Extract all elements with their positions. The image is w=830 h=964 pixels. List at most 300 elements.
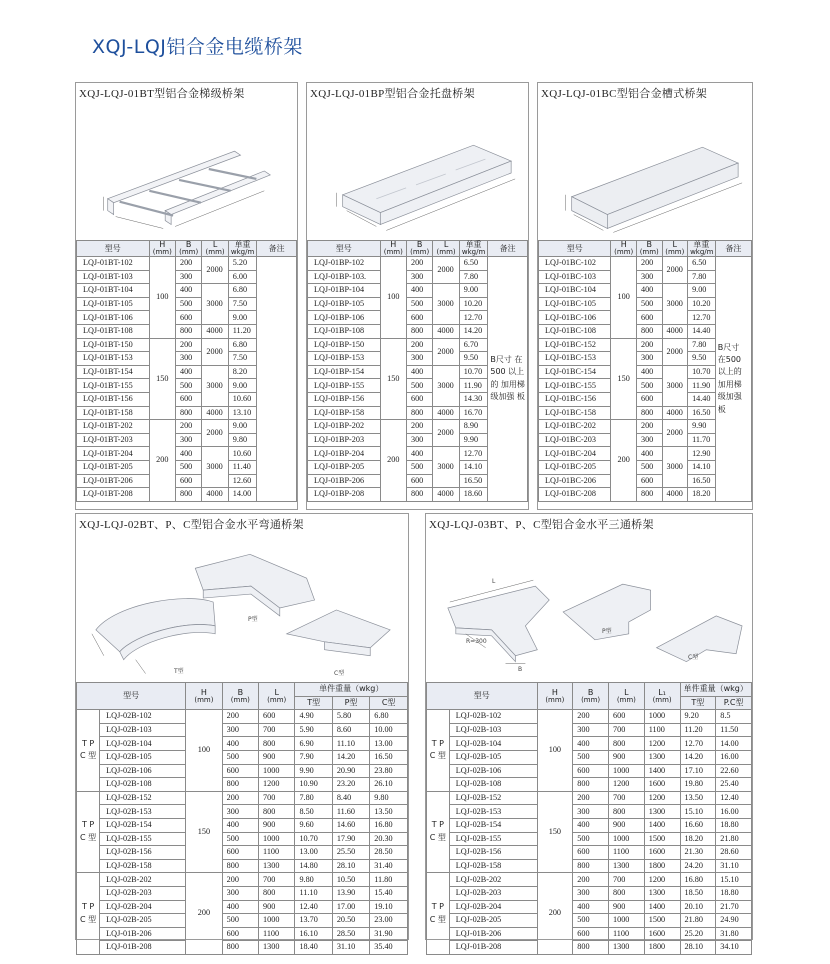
model-cell: LQJ-01BC-153 bbox=[539, 352, 611, 366]
model-cell: LQJ-02B-155 bbox=[449, 832, 537, 846]
pc-cell: 11.50 bbox=[716, 723, 752, 737]
l-cell: 1000 bbox=[259, 832, 295, 846]
model-cell: LQJ-01BP-106 bbox=[308, 311, 381, 325]
model-cell: LQJ-02B-104 bbox=[100, 737, 186, 751]
table-row bbox=[427, 900, 752, 914]
b-cell: 800 bbox=[406, 324, 432, 338]
b-cell: 200 bbox=[573, 710, 609, 724]
b-cell: 500 bbox=[175, 460, 201, 474]
weight-cell: 14.40 bbox=[688, 392, 716, 406]
weight-cell: 12.90 bbox=[688, 447, 716, 461]
model-cell: LQJ-01BC-202 bbox=[539, 420, 611, 434]
pc-cell: 18.80 bbox=[716, 886, 752, 900]
p-cell: 13.90 bbox=[332, 886, 369, 900]
weight-cell: 7.50 bbox=[228, 352, 257, 366]
type-cell: T P C 型 bbox=[427, 873, 450, 955]
panel-horizontal-elbow bbox=[75, 513, 409, 952]
l1-cell: 1600 bbox=[644, 778, 680, 792]
b-cell: 500 bbox=[175, 379, 201, 393]
table-row bbox=[427, 778, 752, 792]
b-cell: 200 bbox=[406, 338, 432, 352]
b-cell: 400 bbox=[175, 447, 201, 461]
b-cell: 800 bbox=[573, 941, 609, 955]
weight-cell: 10.20 bbox=[459, 297, 488, 311]
weight-cell: 7.80 bbox=[688, 270, 716, 284]
model-cell: LQJ-01BT-105 bbox=[77, 297, 150, 311]
b-cell: 200 bbox=[406, 257, 432, 271]
l-cell: 3000 bbox=[433, 447, 459, 488]
model-cell: LQJ-01BT-203 bbox=[77, 433, 150, 447]
l1-cell: 1500 bbox=[644, 832, 680, 846]
l1-cell: 1100 bbox=[644, 723, 680, 737]
note-cell: B尺寸 在500 以上的 加用梯 级加强 板 bbox=[715, 257, 751, 502]
col-model: 型号 bbox=[77, 241, 150, 257]
model-cell: LQJ-02B-103 bbox=[449, 723, 537, 737]
weight-cell: 10.70 bbox=[688, 365, 716, 379]
weight-cell: 9.50 bbox=[688, 352, 716, 366]
col-model: 型号 bbox=[308, 241, 381, 257]
model-cell: LQJ-02B-108 bbox=[449, 778, 537, 792]
b-cell: 500 bbox=[406, 379, 432, 393]
pc-cell: 21.80 bbox=[716, 832, 752, 846]
h-cell: 150 bbox=[611, 338, 637, 420]
b-cell: 400 bbox=[406, 365, 432, 379]
pc-cell: 31.10 bbox=[716, 859, 752, 873]
model-cell: LQJ-01BC-208 bbox=[539, 488, 611, 502]
model-cell: LQJ-01BP-154 bbox=[308, 365, 381, 379]
col-l: L (mm) bbox=[202, 241, 228, 257]
l-cell: 800 bbox=[259, 886, 295, 900]
type-cell: T P C 型 bbox=[77, 873, 100, 955]
b-cell: 400 bbox=[222, 737, 258, 751]
col-b: B (mm) bbox=[573, 683, 609, 710]
weight-cell: 11.90 bbox=[688, 379, 716, 393]
elbow-t-label: T型 bbox=[174, 668, 184, 675]
b-cell: 500 bbox=[222, 832, 258, 846]
col-note: 备注 bbox=[715, 241, 751, 257]
panel-ladder-tray bbox=[75, 82, 298, 510]
p-cell: 28.10 bbox=[332, 859, 369, 873]
table-row bbox=[77, 257, 297, 271]
b-cell: 800 bbox=[222, 778, 258, 792]
model-cell: LQJ-01BT-150 bbox=[77, 338, 150, 352]
model-cell: LQJ-01BC-106 bbox=[539, 311, 611, 325]
model-cell: LQJ-02B-152 bbox=[449, 791, 537, 805]
l-cell: 1300 bbox=[259, 941, 295, 955]
t-cell: 13.70 bbox=[295, 914, 332, 928]
tray-spec-table bbox=[307, 240, 528, 502]
model-cell: LQJ-01BT-205 bbox=[77, 460, 150, 474]
t-cell: 9.90 bbox=[295, 764, 332, 778]
t-cell: 8.50 bbox=[295, 805, 332, 819]
table-row bbox=[77, 914, 408, 928]
col-p: P型 bbox=[332, 696, 369, 710]
weight-cell: 10.60 bbox=[228, 447, 257, 461]
c-cell: 15.40 bbox=[370, 886, 408, 900]
weight-cell: 9.00 bbox=[688, 284, 716, 298]
model-cell: LQJ-01BC-152 bbox=[539, 338, 611, 352]
b-cell: 300 bbox=[573, 805, 609, 819]
t-cell: 4.90 bbox=[295, 710, 332, 724]
table-row bbox=[427, 750, 752, 764]
weight-cell: 16.50 bbox=[688, 406, 716, 420]
tee-r-label: R=300 bbox=[466, 638, 487, 645]
b-cell: 300 bbox=[573, 723, 609, 737]
model-cell: LQJ-02B-105 bbox=[449, 750, 537, 764]
b-cell: 300 bbox=[573, 886, 609, 900]
p-cell: 20.50 bbox=[332, 914, 369, 928]
b-cell: 300 bbox=[406, 433, 432, 447]
l-cell: 4000 bbox=[662, 324, 688, 338]
model-cell: LQJ-02B-203 bbox=[100, 886, 186, 900]
b-cell: 300 bbox=[636, 270, 662, 284]
table-row bbox=[427, 832, 752, 846]
l-cell: 1100 bbox=[259, 846, 295, 860]
l-cell: 900 bbox=[259, 900, 295, 914]
l-cell: 2000 bbox=[433, 338, 459, 365]
c-cell: 16.50 bbox=[370, 750, 408, 764]
tray-illustration bbox=[307, 99, 528, 239]
b-cell: 200 bbox=[222, 873, 258, 887]
weight-cell: 16.70 bbox=[459, 406, 488, 420]
l-cell: 800 bbox=[609, 737, 645, 751]
ladder-tray-spec-table bbox=[76, 240, 297, 502]
b-cell: 500 bbox=[573, 832, 609, 846]
note-cell bbox=[257, 257, 297, 502]
b-cell: 800 bbox=[636, 406, 662, 420]
l-cell: 900 bbox=[609, 900, 645, 914]
b-cell: 800 bbox=[406, 406, 432, 420]
p-cell: 31.10 bbox=[332, 941, 369, 955]
weight-cell: 16.50 bbox=[459, 474, 488, 488]
weight-cell: 13.10 bbox=[228, 406, 257, 420]
l-cell: 3000 bbox=[662, 447, 688, 488]
model-cell: LQJ-02B-105 bbox=[100, 750, 186, 764]
model-cell: LQJ-02B-205 bbox=[449, 914, 537, 928]
b-cell: 300 bbox=[175, 352, 201, 366]
model-cell: LQJ-01BT-202 bbox=[77, 420, 150, 434]
t-cell: 11.20 bbox=[680, 723, 716, 737]
b-cell: 200 bbox=[175, 257, 201, 271]
table-row bbox=[77, 778, 408, 792]
model-cell: LQJ-02B-103 bbox=[100, 723, 186, 737]
weight-cell: 5.20 bbox=[228, 257, 257, 271]
model-cell: LQJ-01BT-104 bbox=[77, 284, 150, 298]
b-cell: 300 bbox=[222, 886, 258, 900]
l1-cell: 1000 bbox=[644, 710, 680, 724]
table-row bbox=[427, 927, 752, 941]
model-cell: LQJ-01BT-158 bbox=[77, 406, 150, 420]
table-row bbox=[308, 257, 528, 271]
t-cell: 9.20 bbox=[680, 710, 716, 724]
l-cell: 600 bbox=[609, 710, 645, 724]
l-cell: 700 bbox=[609, 873, 645, 887]
l-cell: 2000 bbox=[202, 338, 228, 365]
weight-cell: 12.60 bbox=[228, 474, 257, 488]
model-cell: LQJ-01BT-156 bbox=[77, 392, 150, 406]
b-cell: 800 bbox=[222, 859, 258, 873]
l-cell: 2000 bbox=[662, 338, 688, 365]
model-cell: LQJ-01BC-206 bbox=[539, 474, 611, 488]
c-cell: 26.10 bbox=[370, 778, 408, 792]
model-cell: LQJ-02B-204 bbox=[449, 900, 537, 914]
b-cell: 800 bbox=[573, 859, 609, 873]
panel-tray-cable bbox=[306, 82, 529, 510]
elbow-illustration bbox=[76, 530, 408, 682]
h-cell: 150 bbox=[186, 791, 222, 873]
weight-cell: 12.70 bbox=[688, 311, 716, 325]
c-cell: 13.50 bbox=[370, 805, 408, 819]
b-cell: 400 bbox=[222, 900, 258, 914]
l-cell: 800 bbox=[609, 805, 645, 819]
t-cell: 10.90 bbox=[295, 778, 332, 792]
b-cell: 200 bbox=[636, 257, 662, 271]
l-cell: 1100 bbox=[609, 846, 645, 860]
p-cell: 10.50 bbox=[332, 873, 369, 887]
elbow-p-label: P型 bbox=[248, 616, 258, 623]
b-cell: 400 bbox=[175, 365, 201, 379]
b-cell: 800 bbox=[406, 488, 432, 502]
b-cell: 400 bbox=[636, 365, 662, 379]
t-cell: 6.90 bbox=[295, 737, 332, 751]
t-cell: 12.70 bbox=[680, 737, 716, 751]
model-cell: LQJ-02B-156 bbox=[449, 846, 537, 860]
t-cell: 15.10 bbox=[680, 805, 716, 819]
model-cell: LQJ-01BT-102 bbox=[77, 257, 150, 271]
b-cell: 300 bbox=[175, 270, 201, 284]
model-cell: LQJ-02B-158 bbox=[449, 859, 537, 873]
model-cell: LQJ-01BT-108 bbox=[77, 324, 150, 338]
t-cell: 9.80 bbox=[295, 873, 332, 887]
model-cell: LQJ-01BT-206 bbox=[77, 474, 150, 488]
b-cell: 500 bbox=[406, 297, 432, 311]
tee-p-label: P型 bbox=[602, 628, 612, 635]
h-cell: 100 bbox=[537, 710, 573, 792]
c-cell: 6.80 bbox=[370, 710, 408, 724]
model-cell: LQJ-01BC-155 bbox=[539, 379, 611, 393]
b-cell: 600 bbox=[573, 846, 609, 860]
l-cell: 3000 bbox=[662, 284, 688, 325]
c-cell: 9.80 bbox=[370, 791, 408, 805]
l1-cell: 1300 bbox=[644, 805, 680, 819]
t-cell: 25.20 bbox=[680, 927, 716, 941]
t-cell: 18.40 bbox=[295, 941, 332, 955]
l1-cell: 1800 bbox=[644, 941, 680, 955]
weight-cell: 14.10 bbox=[688, 460, 716, 474]
col-l1: L₁ (mm) bbox=[644, 683, 680, 710]
table-row bbox=[427, 710, 752, 724]
b-cell: 500 bbox=[636, 460, 662, 474]
model-cell: LQJ-01BC-102 bbox=[539, 257, 611, 271]
tee-l-label: L bbox=[492, 578, 496, 585]
h-cell: 100 bbox=[611, 257, 637, 339]
weight-cell: 9.90 bbox=[459, 433, 488, 447]
table-row bbox=[427, 791, 752, 805]
c-cell: 20.30 bbox=[370, 832, 408, 846]
b-cell: 400 bbox=[573, 900, 609, 914]
model-cell: LQJ-02B-205 bbox=[100, 914, 186, 928]
panel-horizontal-tee bbox=[425, 513, 753, 952]
l-cell: 4000 bbox=[433, 324, 459, 338]
table-row bbox=[539, 257, 752, 271]
model-cell: LQJ-01BP-155 bbox=[308, 379, 381, 393]
p-cell: 11.60 bbox=[332, 805, 369, 819]
c-cell: 11.80 bbox=[370, 873, 408, 887]
l-cell: 1100 bbox=[259, 927, 295, 941]
p-cell: 5.80 bbox=[332, 710, 369, 724]
b-cell: 200 bbox=[636, 338, 662, 352]
weight-cell: 9.50 bbox=[459, 352, 488, 366]
l-cell: 1000 bbox=[609, 764, 645, 778]
b-cell: 800 bbox=[573, 778, 609, 792]
model-cell: LQJ-02B-202 bbox=[449, 873, 537, 887]
table-row bbox=[77, 791, 408, 805]
l-cell: 4000 bbox=[202, 406, 228, 420]
table-row bbox=[77, 805, 408, 819]
weight-cell: 12.70 bbox=[459, 447, 488, 461]
table-row bbox=[427, 914, 752, 928]
model-cell: LQJ-01BP-108 bbox=[308, 324, 381, 338]
tee-illustration bbox=[426, 530, 752, 682]
weight-cell: 6.50 bbox=[459, 257, 488, 271]
l-cell: 900 bbox=[259, 818, 295, 832]
b-cell: 800 bbox=[636, 488, 662, 502]
col-l: L (mm) bbox=[662, 241, 688, 257]
weight-cell: 16.50 bbox=[688, 474, 716, 488]
col-weight: 单件重量（wkg） bbox=[295, 683, 408, 697]
b-cell: 300 bbox=[406, 352, 432, 366]
t-cell: 14.80 bbox=[295, 859, 332, 873]
table-row bbox=[77, 750, 408, 764]
l-cell: 1300 bbox=[259, 859, 295, 873]
p-cell: 8.40 bbox=[332, 791, 369, 805]
model-cell: LQJ-01BC-103 bbox=[539, 270, 611, 284]
model-cell: LQJ-01BP-153 bbox=[308, 352, 381, 366]
c-cell: 10.00 bbox=[370, 723, 408, 737]
h-cell: 150 bbox=[380, 338, 406, 420]
b-cell: 600 bbox=[222, 846, 258, 860]
weight-cell: 9.00 bbox=[228, 379, 257, 393]
b-cell: 500 bbox=[573, 914, 609, 928]
p-cell: 20.90 bbox=[332, 764, 369, 778]
c-cell: 13.00 bbox=[370, 737, 408, 751]
model-cell: LQJ-01BP-104 bbox=[308, 284, 381, 298]
weight-cell: 14.10 bbox=[459, 460, 488, 474]
p-cell: 14.60 bbox=[332, 818, 369, 832]
pc-cell: 14.00 bbox=[716, 737, 752, 751]
model-cell: LQJ-01BT-204 bbox=[77, 447, 150, 461]
type-cell: T P C 型 bbox=[427, 791, 450, 873]
table-row bbox=[77, 859, 408, 873]
p-cell: 17.00 bbox=[332, 900, 369, 914]
t-cell: 16.80 bbox=[680, 873, 716, 887]
b-cell: 400 bbox=[573, 818, 609, 832]
l-cell: 3000 bbox=[433, 365, 459, 406]
weight-cell: 10.60 bbox=[228, 392, 257, 406]
t-cell: 16.60 bbox=[680, 818, 716, 832]
h-cell: 100 bbox=[186, 710, 222, 792]
b-cell: 600 bbox=[406, 474, 432, 488]
p-cell: 14.20 bbox=[332, 750, 369, 764]
b-cell: 600 bbox=[406, 392, 432, 406]
pc-cell: 8.5 bbox=[716, 710, 752, 724]
ladder-tray-illustration bbox=[76, 99, 297, 239]
l-cell: 4000 bbox=[433, 488, 459, 502]
b-cell: 600 bbox=[636, 311, 662, 325]
b-cell: 600 bbox=[222, 927, 258, 941]
model-cell: LQJ-02B-203 bbox=[449, 886, 537, 900]
weight-cell: 7.80 bbox=[459, 270, 488, 284]
pc-cell: 34.10 bbox=[716, 941, 752, 955]
col-h: H (mm) bbox=[380, 241, 406, 257]
model-cell: LQJ-01BP-203 bbox=[308, 433, 381, 447]
model-cell: LQJ-01BP-206 bbox=[308, 474, 381, 488]
table-row bbox=[77, 818, 408, 832]
weight-cell: 14.00 bbox=[228, 488, 257, 502]
l-cell: 1100 bbox=[609, 927, 645, 941]
weight-cell: 6.80 bbox=[228, 284, 257, 298]
l-cell: 2000 bbox=[433, 420, 459, 447]
p-cell: 28.50 bbox=[332, 927, 369, 941]
h-cell: 200 bbox=[537, 873, 573, 955]
c-cell: 16.80 bbox=[370, 818, 408, 832]
b-cell: 600 bbox=[636, 392, 662, 406]
t-cell: 9.60 bbox=[295, 818, 332, 832]
pc-cell: 31.80 bbox=[716, 927, 752, 941]
col-weight: 单重 wkg/m bbox=[459, 241, 488, 257]
t-cell: 24.20 bbox=[680, 859, 716, 873]
l-cell: 3000 bbox=[202, 284, 228, 325]
l-cell: 700 bbox=[259, 723, 295, 737]
col-note: 备注 bbox=[257, 241, 297, 257]
l-cell: 2000 bbox=[433, 257, 459, 284]
col-l: L (mm) bbox=[609, 683, 645, 710]
t-cell: 12.40 bbox=[295, 900, 332, 914]
l-cell: 1000 bbox=[259, 914, 295, 928]
b-cell: 400 bbox=[636, 284, 662, 298]
l1-cell: 1200 bbox=[644, 737, 680, 751]
t-cell: 16.10 bbox=[295, 927, 332, 941]
col-b: B (mm) bbox=[175, 241, 201, 257]
b-cell: 200 bbox=[573, 873, 609, 887]
model-cell: LQJ-01BC-105 bbox=[539, 297, 611, 311]
h-cell: 200 bbox=[149, 420, 175, 502]
model-cell: LQJ-01B-206 bbox=[100, 927, 186, 941]
col-h: H (mm) bbox=[149, 241, 175, 257]
model-cell: LQJ-01BC-156 bbox=[539, 392, 611, 406]
model-cell: LQJ-01BP-202 bbox=[308, 420, 381, 434]
col-model: 型号 bbox=[77, 683, 186, 710]
b-cell: 600 bbox=[406, 311, 432, 325]
h-cell: 150 bbox=[149, 338, 175, 420]
weight-cell: 12.70 bbox=[459, 311, 488, 325]
l-cell: 900 bbox=[259, 750, 295, 764]
b-cell: 300 bbox=[175, 433, 201, 447]
l1-cell: 1200 bbox=[644, 873, 680, 887]
model-cell: LQJ-01BC-158 bbox=[539, 406, 611, 420]
b-cell: 500 bbox=[573, 750, 609, 764]
model-cell: LQJ-02B-106 bbox=[449, 764, 537, 778]
b-cell: 200 bbox=[222, 710, 258, 724]
weight-cell: 11.70 bbox=[688, 433, 716, 447]
l-cell: 1300 bbox=[609, 941, 645, 955]
t-cell: 18.50 bbox=[680, 886, 716, 900]
weight-cell: 14.40 bbox=[688, 324, 716, 338]
model-cell: LQJ-02B-152 bbox=[100, 791, 186, 805]
l-cell: 700 bbox=[609, 791, 645, 805]
h-cell: 200 bbox=[186, 873, 222, 955]
model-cell: LQJ-02B-153 bbox=[449, 805, 537, 819]
